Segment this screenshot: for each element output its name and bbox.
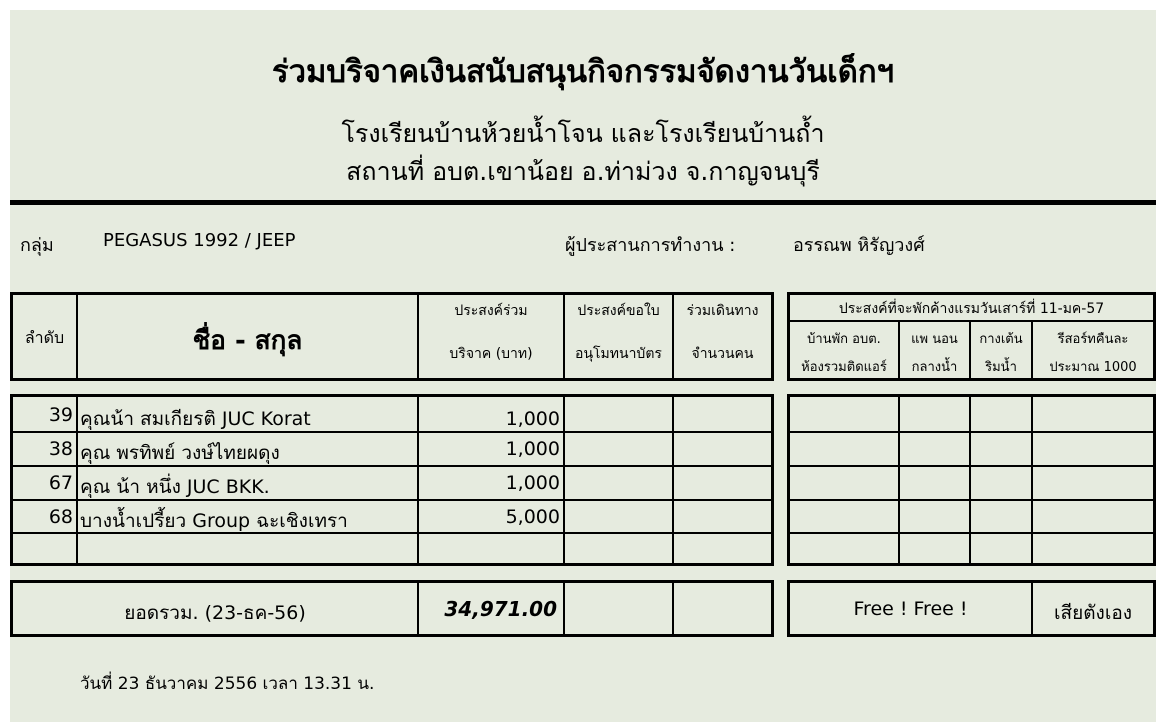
page-subtitle-schools: โรงเรียนบ้านห้วยน้ำโจน และโรงเรียนบ้านถ้ำ — [341, 119, 825, 148]
donor-name: บางน้ำเปรี้ยว Group ฉะเชิงเทรา — [80, 510, 348, 532]
row-number: 39 — [48, 404, 73, 426]
stay-col-raft-line2: กลางน้ำ — [911, 360, 958, 375]
footer-timestamp: วันที่ 23 ธันวาคม 2556 เวลา 13.31 น. — [80, 674, 375, 694]
total-label: ยอดรวม. (23-ธค-56) — [124, 602, 306, 624]
total-amount: 34,971.00 — [444, 597, 557, 621]
page-subtitle-location: สถานที่ อบต.เขาน้อย อ.ท่าม่วง จ.กาญจนบุรี — [346, 157, 820, 186]
stay-col-resort-line1: รีสอร์ทคืนละ — [1057, 332, 1129, 347]
stay-header-title: ประสงค์ที่จะพักค้างแรมวันเสาร์ที่ 11-มค-57 — [838, 301, 1105, 317]
donor-name: คุณ พรทิพย์ วงษ์ไทยผดุง — [80, 442, 280, 464]
header-col-receipt-line1: ประสงค์ขอใบ — [577, 303, 660, 319]
header-col-no: ลำดับ — [24, 328, 65, 347]
donation-amount: 5,000 — [505, 506, 560, 528]
header-col-travel-line2: จำนวนคน — [691, 346, 754, 362]
header-col-amount-line1: ประสงค์ร่วม — [454, 303, 528, 319]
page-title: ร่วมบริจาคเงินสนับสนุนกิจกรรมจัดงานวันเด็กฯ — [271, 54, 895, 90]
self-pay-note: เสียตังเอง — [1053, 602, 1133, 624]
coordinator-label: ผู้ประสานการทำงาน : — [565, 235, 736, 256]
stay-col-hall-line2: ห้องรวมติดแอร์ — [801, 360, 887, 375]
header-col-receipt-line2: อนุโมทนาบัตร — [575, 346, 662, 362]
stay-col-resort-line2: ประมาณ 1000 — [1049, 360, 1137, 375]
donation-amount: 1,000 — [505, 408, 560, 430]
row-number: 68 — [48, 506, 73, 528]
header-col-travel-line1: ร่วมเดินทาง — [686, 303, 759, 319]
stay-col-tent-line2: ริมน้ำ — [985, 360, 1017, 375]
donor-name: คุณน้า สมเกียรติ JUC Korat — [80, 408, 311, 430]
free-note: Free ! Free ! — [853, 598, 968, 620]
group-value: PEGASUS 1992 / JEEP — [103, 230, 296, 251]
row-number: 67 — [48, 472, 73, 494]
stay-col-hall-line1: บ้านพัก อบต. — [807, 332, 881, 347]
group-label: กลุ่ม — [20, 235, 54, 256]
stay-col-raft-line1: แพ นอน — [911, 332, 958, 347]
stay-table — [787, 394, 1156, 566]
donor-name: คุณ น้า หนึ่ง JUC BKK. — [80, 476, 270, 498]
header-divider — [10, 200, 1156, 205]
stay-col-tent-line1: กางเต้น — [979, 332, 1023, 347]
header-col-name: ชื่อ - สกุล — [192, 326, 303, 356]
row-number: 38 — [48, 438, 73, 460]
coordinator-value: อรรณพ หิรัญวงศ์ — [793, 235, 925, 256]
header-col-amount-line2: บริจาค (บาท) — [449, 346, 533, 362]
donation-amount: 1,000 — [505, 472, 560, 494]
donation-amount: 1,000 — [505, 438, 560, 460]
